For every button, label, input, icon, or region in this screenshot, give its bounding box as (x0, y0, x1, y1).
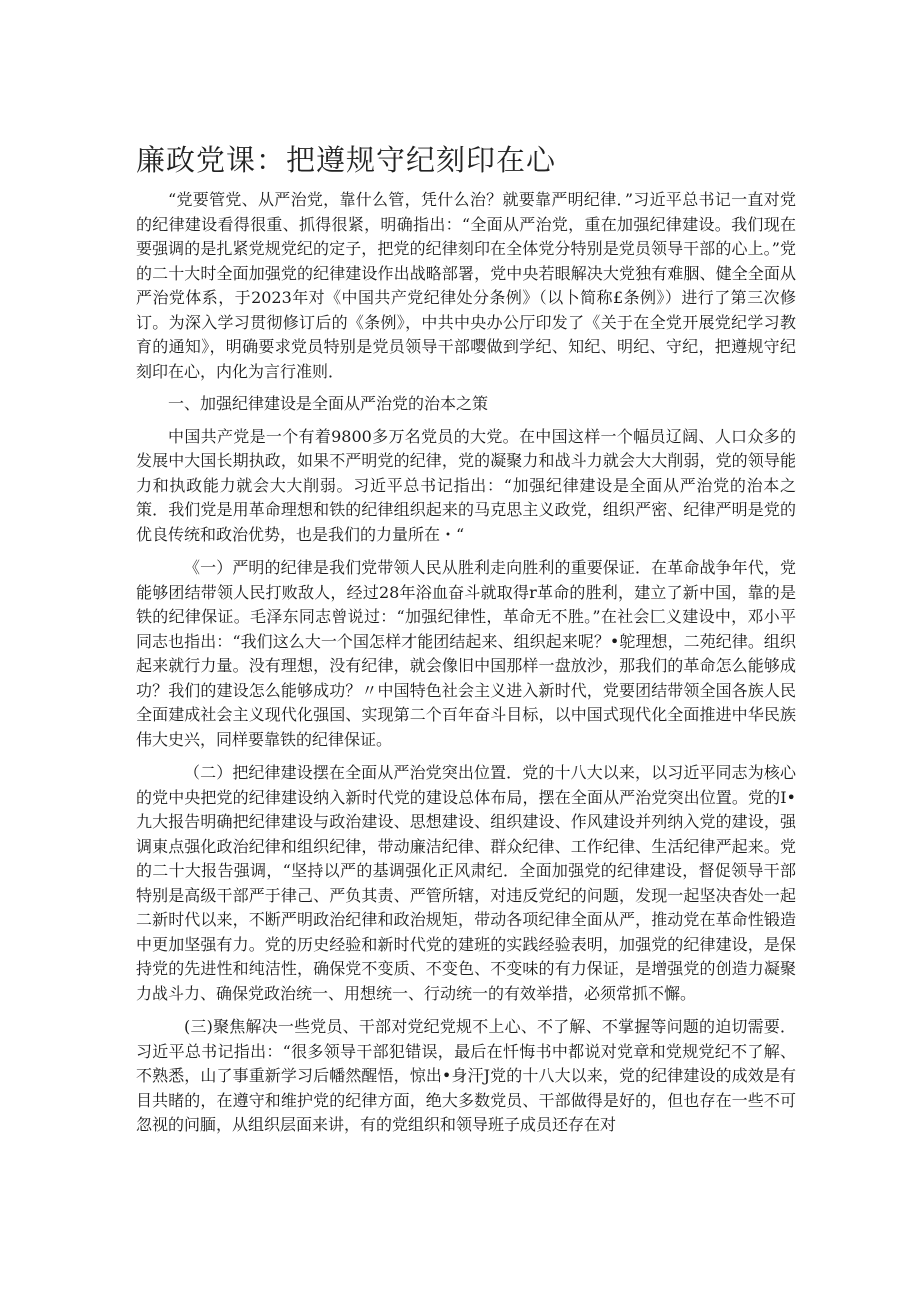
intro-paragraph: “党要管党、从严治党，靠什么管，凭什么治？就要靠严明纪律．”习近平总书记一直对党的纪律建设看得很重、抓得很紧，明确指出：“全面从严治党，重在加强纪律建设。我们现在要强调的是扎紧党规党纪的定子，把党的纪律刻印在全体党分特别是党员领导干部的心上。”党的二十大时全面加强党的纪律建设作出战略部署，党中央若眼解决大党独有难胭、健全全面从严治党体系，于2023年对《中国共产党纪律处分条例》（以卜简称£条例》）进行了第三次修订。为深入学习贯彻修订后的《条例》，中共中央办公厅印发了《关于在全党开展党纪学习教育的通知》，明确要求党员特别是党员领导干部嘤做到学纪、知纪、明纪、守纪，把遵规守纪刻印在心，内化为言行准则． (136, 190, 796, 381)
document-body (136, 188, 796, 1138)
subsection-2-paragraph: （二）把纪律建设摆在全面从严治党突出位置．党的十八大以来，以习近平同志为核心的党中央把党的纪律建设纳入新时代党的建设总体布局，摆在全面从严治党突出位置。党的I•九大报告明确把纪律建设与政治建设、思想建设、组织建设、作风建设并列纳入党的建设，强调東点强化政治纪律和组织纪律，带动廉洁纪律、群众纪律、工作纪律、生活纪律严起来。党的二十大报告强调，“坚持以严的基调强化正风肃纪．全面加强党的纪律建设，督促领导干部特别是高级干部严于律己、严负其责、严管所辖，对违反党纪的问题，发现一起坚决杳处一起二新时代以来，不断严明政治纪律和政治规矩，带动各项纪律全面从严，推动党在革命性锻造中更加坚强有力。党的历史经验和新时代党的建班的实践经验表明，加强党的纪律建设，是保持党的先进性和纯洁性，确保党不变质、不变色、不变味的有力保证，是增强党的创造力凝聚力战斗力、确保党政治统一、用想统一、行动统一的有效举措，必须常抓不懈。 (136, 763, 796, 1003)
subsection-1-paragraph: 《一）严明的纪律是我们党带领人民从胜利走向胜利的重要保证．在革命战争年代，党能够团结带领人民打败敌人，经过28年浴血奋斗就取得r革命的胜利，建立了新中国，靠的是铁的纪律保证。毛泽东同志曾说过：“加强纪律性，革命无不胜。”在社会匚义建设中，邓小平同志也指出：“我们这么大一个国怎样才能团结起来、组织起来呢？•鸵理想，二苑纪律。组织起来就行力量。没有理想，没有纪律，就会像旧中国那样一盘放沙，那我们的革命怎么能够成功？我们的建设怎么能够成功？〃中国特色社会主义进入新时代，党要团结带领全国各族人民全面建成社会主义现代化强国、实现第二个百年奋斗目标，以中国式现代化全面推进中华民族伟大史兴，同样要靠铁的纪律保证。 (136, 558, 796, 749)
page-title: 廉政党课：把遵规守纪刻印在心 (136, 143, 557, 177)
subsection-3-paragraph: (三)聚焦解决一些党员、干部对党纪党规不上心、不了解、不掌握等问题的迫切需要．习近平总书记指出：“很多领导干部犯错误，最后在忏悔书中都说对党章和党规党纪不了解、不熟悉，山了事重新学习后幡然醒悟，惊出•身汗J党的十八大以来，党的纪律建设的成效是有目共睹的，在遵守和维护党的纪律方面，绝大多数党员、干部做得是好的，但也存在一些不可忽视的问腼，从组织层面来讲，有的党组织和领导班子成员还存在对 (136, 1017, 796, 1134)
section-1-paragraph: 中国共产党是一个有着9800多万名党员的大党。在中国这样一个幅员辽阔、人口众多的发展中大国长期执政，如果不严明党的纪律，党的凝聚力和战斗力就会大大削弱，党的领导能力和执政能力就会大大削弱。习近平总书记指出：“加强纪律建设是全面从严治党的治本之策．我们党是用革命理想和铁的纪律组织起来的马克思主义政党，组织严密、纪律严明是党的优良传统和政治优势，也是我们的力量所在・“ (136, 426, 796, 544)
section-heading-1: 一、加强纪律建设是全面从严治党的治本之策 (168, 394, 489, 413)
